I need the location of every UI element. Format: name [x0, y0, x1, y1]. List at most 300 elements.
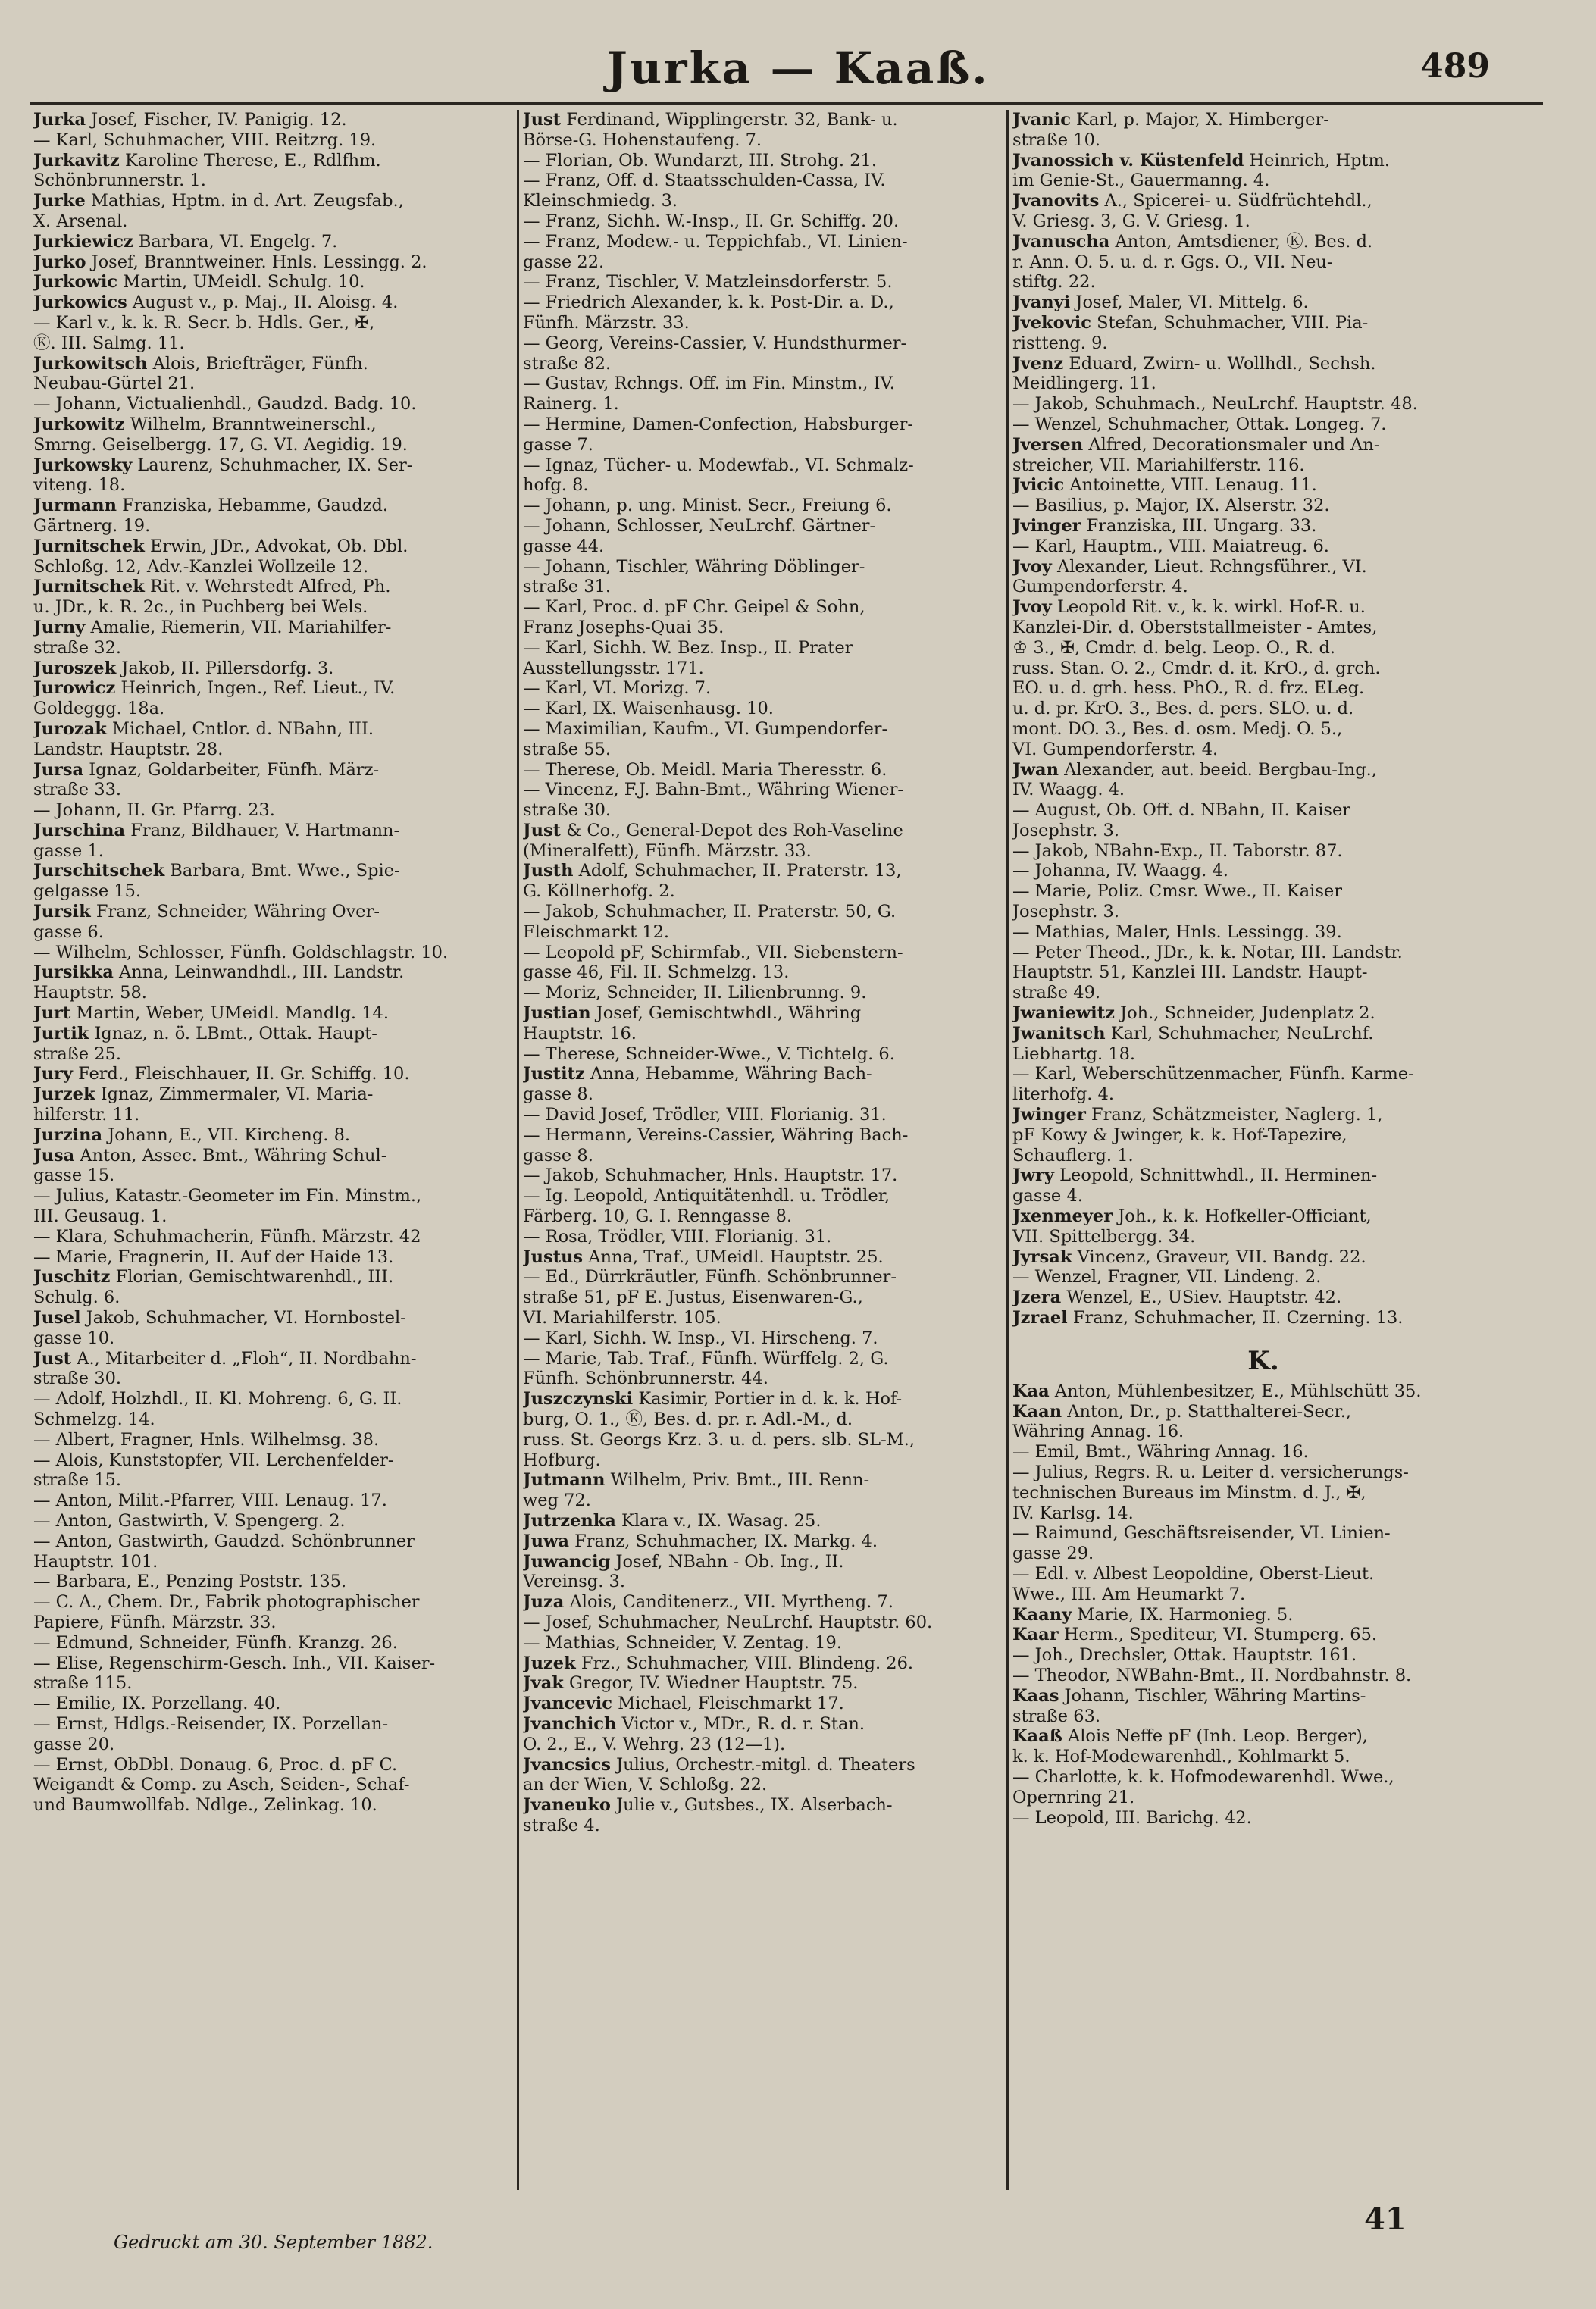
entry-surname: Jursikka — [33, 962, 114, 983]
entry-text: Ignaz, Zimmermaler, VI. Maria- — [95, 1084, 374, 1105]
directory-entry — [523, 1369, 1002, 1389]
entry-text: — Charlotte, k. k. Hofmodewarenhdl. Wwe., — [1012, 1766, 1394, 1787]
directory-entry — [523, 1267, 1002, 1287]
directory-entry — [33, 1267, 512, 1287]
directory-entry — [33, 1613, 512, 1633]
directory-entry — [1012, 272, 1514, 293]
entry-surname: Jvenz — [1012, 353, 1064, 374]
print-date: Gedruckt am 30. September 1882. — [114, 2232, 433, 2253]
entry-text: — Georg, Vereins-Cassier, V. Hundsthurmer- — [523, 333, 907, 353]
entry-surname: Jurkowsky — [33, 455, 133, 475]
entry-text: straße 4. — [523, 1815, 600, 1835]
entry-surname: Kaar — [1012, 1625, 1059, 1645]
entry-surname: Jurkowics — [33, 293, 127, 313]
entry-text: August v., p. Maj., II. Aloisg. 4. — [127, 293, 399, 313]
directory-entry — [1012, 415, 1514, 435]
entry-text: straße 82. — [523, 353, 612, 374]
directory-entry — [33, 415, 512, 435]
directory-entry — [33, 1125, 512, 1146]
directory-entry — [33, 1287, 512, 1308]
directory-entry — [1012, 1381, 1514, 1402]
directory-entry — [523, 415, 1002, 435]
directory-entry — [523, 1409, 1002, 1430]
entry-text: — Franz, Modew.- u. Teppichfab., VI. Linien- — [523, 231, 908, 252]
directory-entry — [33, 1064, 512, 1084]
entry-text: Währing Annag. 16. — [1012, 1422, 1184, 1442]
entry-surname: Jxenmeyer — [1012, 1206, 1113, 1227]
entry-surname: Jvanyi — [1012, 293, 1071, 313]
entry-text: X. Arsenal. — [33, 211, 128, 231]
entry-text: Julius, Orchestr.-mitgl. d. Theaters — [610, 1754, 915, 1775]
directory-entry — [1012, 1463, 1514, 1483]
directory-entry — [1012, 1747, 1514, 1767]
directory-entry — [1012, 719, 1514, 740]
entry-text: Josef, Maler, VI. Mittelg. 6. — [1070, 293, 1309, 313]
directory-entry — [1012, 1003, 1514, 1024]
directory-entry — [1012, 1767, 1514, 1788]
directory-entry — [1012, 1105, 1514, 1125]
entry-text: — Florian, Ob. Wundarzt, III. Strohg. 21. — [523, 150, 877, 171]
directory-entry — [1012, 881, 1514, 902]
entry-text: gasse 15. — [33, 1165, 115, 1186]
directory-entry — [1012, 1442, 1514, 1463]
entry-surname: Jvinger — [1012, 515, 1081, 536]
entry-text: Börse-G. Hohenstaufeng. 7. — [523, 130, 762, 150]
directory-entry — [1012, 435, 1514, 455]
entry-text: Ferd., Fleischhauer, II. Gr. Schiffg. 10. — [72, 1064, 410, 1084]
directory-entry — [1012, 475, 1514, 496]
entry-text: — Johann, p. ung. Minist. Secr., Freiung 6. — [523, 496, 892, 516]
entry-text: Joh., k. k. Hofkeller-Officiant, — [1113, 1206, 1372, 1227]
entry-surname: Jusa — [33, 1145, 75, 1165]
entry-text: Rit. v. Wehrstedt Alfred, Ph. — [144, 577, 391, 597]
entry-surname: Jutrzenka — [523, 1510, 616, 1531]
directory-entry — [33, 597, 512, 618]
entry-surname: Jurka — [33, 110, 86, 130]
entry-text: Liebhartg. 18. — [1012, 1043, 1136, 1064]
entry-text: — Anton, Milit.-Pfarrer, VIII. Lenaug. 17. — [33, 1491, 387, 1511]
directory-entry — [33, 1714, 512, 1735]
directory-entry — [523, 110, 1002, 130]
entry-text: Jakob, Schuhmacher, VI. Hornbostel- — [80, 1308, 406, 1328]
entry-surname: Kaan — [1012, 1401, 1062, 1422]
entry-text: Franz Josephs-Quai 35. — [523, 617, 724, 637]
entry-text: k. k. Hof-Modewarenhdl., Kohlmarkt 5. — [1012, 1747, 1350, 1767]
directory-entry — [33, 475, 512, 496]
entry-text: Jakob, II. Pillersdorfg. 3. — [116, 658, 334, 678]
directory-entry — [523, 1735, 1002, 1755]
entry-surname: Jwinger — [1012, 1105, 1086, 1125]
entry-text: — Karl v., k. k. R. Secr. b. Hdls. Ger., ✠, — [33, 312, 375, 333]
entry-text: — Rosa, Trödler, VIII. Florianig. 31. — [523, 1226, 832, 1247]
directory-entry — [33, 1470, 512, 1491]
directory-entry — [523, 1532, 1002, 1552]
entry-text: — Marie, Poliz. Cmsr. Wwe., II. Kaiser — [1012, 881, 1342, 902]
directory-entry — [33, 881, 512, 902]
directory-entry — [33, 678, 512, 699]
directory-entry — [523, 1450, 1002, 1471]
entry-surname: Jurkiewicz — [33, 231, 133, 252]
entry-text: — Johanna, IV. Waagg. 4. — [1012, 861, 1228, 881]
directory-entry — [523, 659, 1002, 679]
directory-entry — [1012, 1707, 1514, 1727]
entry-text: straße 55. — [523, 739, 612, 759]
entry-text: Gumpendorferstr. 4. — [1012, 577, 1188, 597]
directory-entry — [33, 577, 512, 597]
directory-entry — [523, 537, 1002, 557]
directory-entry — [523, 699, 1002, 719]
directory-entry — [523, 313, 1002, 333]
entry-text: — Josef, Schuhmacher, NeuLrchf. Hauptstr. 60. — [523, 1612, 933, 1632]
entry-text: Antoinette, VIII. Lenaug. 11. — [1064, 475, 1317, 496]
entry-text: Barbara, Bmt. Wwe., Spie- — [164, 861, 400, 881]
entry-text: — Anton, Gastwirth, Gaudzd. Schönbrunner — [33, 1531, 415, 1551]
entry-text: u. JDr., k. R. 2c., in Puchberg bei Wels. — [33, 597, 368, 618]
directory-entry — [523, 516, 1002, 537]
entry-text: — Marie, Tab. Traf., Fünfh. Würffelg. 2, G. — [523, 1348, 889, 1369]
entry-text: — Johann, Tischler, Währing Döblinger- — [523, 556, 865, 577]
entry-surname: Justitz — [523, 1064, 585, 1084]
entry-text: Fünfh. Märzstr. 33. — [523, 312, 690, 333]
entry-surname: Justus — [523, 1247, 584, 1267]
directory-entry — [523, 618, 1002, 638]
entry-text: Kleinschmiedg. 3. — [523, 191, 678, 211]
directory-entry — [523, 1511, 1002, 1532]
directory-entry — [33, 1328, 512, 1349]
entry-text: — Wenzel, Fragner, VII. Lindeng. 2. — [1012, 1267, 1322, 1287]
entry-text: Kanzlei-Dir. d. Oberststallmeister - Amtes, — [1012, 617, 1378, 637]
entry-text: Josef, NBahn - Ob. Ing., II. — [610, 1551, 844, 1572]
entry-text: — Karl, Proc. d. pF Chr. Geipel & Sohn, — [523, 597, 865, 618]
directory-entry — [1012, 1666, 1514, 1686]
directory-entry — [1012, 1044, 1514, 1065]
directory-entry — [523, 293, 1002, 313]
directory-entry — [33, 232, 512, 252]
entry-text: — C. A., Chem. Dr., Fabrik photographischer — [33, 1592, 420, 1613]
entry-text: Alfred, Decorationsmaler und An- — [1083, 434, 1380, 455]
directory-entry — [1012, 1625, 1514, 1645]
entry-surname: Jvancsics — [523, 1754, 611, 1775]
directory-entry — [523, 881, 1002, 902]
directory-entry — [1012, 455, 1514, 476]
entry-text: hilferstr. 11. — [33, 1105, 140, 1125]
directory-entry — [523, 1328, 1002, 1349]
entry-text: pF Kowy & Jwinger, k. k. Hof-Tapezire, — [1012, 1125, 1347, 1145]
entry-text: Franz, Schuhmacher, IX. Markg. 4. — [568, 1531, 878, 1551]
entry-text: straße 63. — [1012, 1706, 1101, 1726]
entry-text: straße 49. — [1012, 983, 1101, 1003]
entry-text: — Karl, Sichh. W. Insp., VI. Hirscheng. 7. — [523, 1328, 878, 1348]
entry-text: gasse 46, Fil. II. Schmelzg. 13. — [523, 962, 790, 983]
entry-text: Johann, E., VII. Kircheng. 8. — [102, 1125, 351, 1145]
directory-entry — [523, 1186, 1002, 1206]
entry-text: Wwe., III. Am Heumarkt 7. — [1012, 1584, 1246, 1604]
entry-text: VI. Mariahilferstr. 105. — [523, 1308, 721, 1328]
directory-entry — [523, 1755, 1002, 1776]
directory-entry — [1012, 1024, 1514, 1044]
column-divider — [517, 110, 519, 2190]
entry-text: Victor v., MDr., R. d. r. Stan. — [616, 1713, 865, 1734]
directory-entry — [33, 1552, 512, 1572]
directory-entry — [1012, 1186, 1514, 1206]
directory-entry — [523, 1044, 1002, 1065]
entry-surname: Juszczynski — [523, 1389, 634, 1409]
entry-text: straße 25. — [33, 1043, 122, 1064]
entry-surname: Jvanic — [1012, 110, 1071, 130]
entry-text: — Ignaz, Tücher- u. Modewfab., VI. Schmalz- — [523, 455, 914, 475]
entry-surname: Jvicic — [1012, 475, 1065, 496]
directory-entry — [33, 1024, 512, 1044]
entry-text: Joh., Schneider, Judenplatz 2. — [1114, 1003, 1375, 1024]
directory-entry — [523, 1430, 1002, 1450]
entry-text: Franziska, Hebamme, Gaudzd. — [116, 496, 389, 516]
directory-entry — [33, 1775, 512, 1795]
entry-surname: Jurnitschek — [33, 536, 145, 556]
directory-entry — [523, 1816, 1002, 1836]
entry-surname: Jurkowic — [33, 272, 118, 293]
entry-surname: Just — [523, 820, 562, 840]
entry-text: mont. DO. 3., Bes. d. osm. Medj. O. 5., — [1012, 718, 1343, 739]
entry-surname: Kaaß — [1012, 1726, 1062, 1747]
directory-entry — [33, 618, 512, 638]
directory-entry — [33, 1633, 512, 1654]
entry-text: — Karl, IX. Waisenhausg. 10. — [523, 699, 774, 719]
entry-text: Wilhelm, Branntweinerschl., — [124, 414, 377, 434]
entry-text: Karoline Therese, E., Rdlfhm. — [119, 150, 381, 171]
directory-entry — [523, 1572, 1002, 1592]
directory-entry — [33, 496, 512, 516]
directory-entry — [1012, 962, 1514, 983]
entry-text: literhofg. 4. — [1012, 1084, 1115, 1105]
directory-entry — [33, 983, 512, 1003]
directory-entry — [33, 1003, 512, 1024]
entry-text: Anna, Hebamme, Währing Bach- — [584, 1064, 872, 1084]
entry-surname: Juzek — [523, 1653, 576, 1673]
directory-entry — [523, 1247, 1002, 1268]
entry-surname: Jvanchich — [523, 1713, 617, 1734]
directory-entry — [33, 1491, 512, 1511]
entry-text: — Joh., Drechsler, Ottak. Hauptstr. 161. — [1012, 1645, 1357, 1666]
directory-entry — [1012, 1064, 1514, 1084]
directory-entry — [33, 211, 512, 232]
directory-entry — [33, 1044, 512, 1065]
directory-entry — [33, 1673, 512, 1694]
entry-text: IV. Waagg. 4. — [1012, 780, 1125, 800]
entry-surname: Jurschina — [33, 820, 126, 840]
directory-entry — [523, 1389, 1002, 1409]
directory-entry — [523, 1064, 1002, 1084]
entry-surname: Juza — [523, 1592, 565, 1613]
entry-text: Schauflerg. 1. — [1012, 1145, 1134, 1165]
directory-entry — [1012, 740, 1514, 760]
directory-entry — [523, 151, 1002, 171]
entry-text: Rainerg. 1. — [523, 394, 619, 415]
directory-entry — [33, 333, 512, 354]
entry-text: Michael, Fleischmarkt 17. — [612, 1694, 844, 1714]
entry-text: straße 115. — [33, 1673, 133, 1694]
directory-entry — [1012, 516, 1514, 537]
entry-text: Eduard, Zwirn- u. Wollhdl., Sechsh. — [1063, 353, 1376, 374]
entry-text: Martin, UMeidl. Schulg. 10. — [117, 272, 365, 293]
directory-entry — [33, 1084, 512, 1105]
entry-text: Anton, Amtsdiener, Ⓚ. Bes. d. — [1109, 231, 1373, 252]
entry-text: russ. Stan. O. 2., Cmdr. d. it. KrO., d. grch. — [1012, 658, 1381, 678]
entry-text: Johann, Tischler, Währing Martins- — [1059, 1685, 1366, 1706]
entry-text: gelgasse 15. — [33, 881, 142, 902]
directory-entry — [523, 1125, 1002, 1146]
directory-entry — [1012, 1726, 1514, 1747]
directory-entry — [33, 1105, 512, 1125]
directory-entry — [33, 659, 512, 679]
directory-entry — [1012, 354, 1514, 374]
entry-text: VI. Gumpendorferstr. 4. — [1012, 739, 1219, 759]
entry-text: — Karl, Hauptm., VIII. Maiatreug. 6. — [1012, 536, 1329, 556]
entry-text: — Franz, Off. d. Staatsschulden-Cassa, IV. — [523, 171, 886, 191]
entry-text: — Klara, Schuhmacherin, Fünfh. Märzstr. 42 — [33, 1226, 421, 1247]
directory-entry — [33, 1165, 512, 1186]
directory-entry — [523, 1795, 1002, 1816]
entry-text: — Theodor, NWBahn-Bmt., II. Nordbahnstr. 8. — [1012, 1665, 1412, 1685]
entry-text: III. Geusaug. 1. — [33, 1206, 167, 1227]
entry-text: r. Ann. O. 5. u. d. r. Ggs. O., VII. Neu- — [1012, 252, 1333, 272]
directory-entry — [33, 962, 512, 983]
entry-text: — Emilie, IX. Porzellang. 40. — [33, 1694, 281, 1714]
entry-text: Smrng. Geiselbergg. 17, G. VI. Aegidig. 19. — [33, 434, 408, 455]
directory-entry — [523, 191, 1002, 211]
entry-text: im Genie-St., Gauermanng. 4. — [1012, 171, 1270, 191]
entry-text: (Mineralfett), Fünfh. Märzstr. 33. — [523, 840, 812, 861]
directory-entry — [1012, 902, 1514, 922]
entry-text: — Hermine, Damen-Confection, Habsburger- — [523, 414, 913, 434]
entry-text: V. Griesg. 3, G. V. Griesg. 1. — [1012, 211, 1250, 231]
entry-text: Franz, Schneider, Währing Over- — [90, 902, 380, 922]
entry-text: Laurenz, Schuhmacher, IX. Ser- — [132, 455, 413, 475]
directory-entry — [523, 821, 1002, 841]
entry-text: Amalie, Riemerin, VII. Mariahilfer- — [85, 617, 392, 637]
entry-text: Leopold Rit. v., k. k. wirkl. Hof-R. u. — [1051, 597, 1366, 618]
directory-entry — [1012, 211, 1514, 232]
directory-entry — [1012, 1165, 1514, 1186]
directory-entry — [1012, 557, 1514, 577]
directory-entry — [1012, 1788, 1514, 1808]
entry-surname: Jurkavitz — [33, 150, 120, 171]
directory-entry — [1012, 1544, 1514, 1564]
entry-surname: Just — [33, 1348, 72, 1369]
directory-entry — [1012, 659, 1514, 679]
entry-text: — Ernst, Hdlgs.-Reisender, IX. Porzellan- — [33, 1713, 389, 1734]
directory-entry — [1012, 252, 1514, 273]
directory-entry — [1012, 394, 1514, 415]
directory-entry — [33, 252, 512, 273]
directory-entry — [1012, 1605, 1514, 1625]
entry-text: Franziska, III. Ungarg. 33. — [1081, 515, 1317, 536]
entry-text: Schönbrunnerstr. 1. — [33, 171, 206, 191]
directory-entry — [523, 943, 1002, 963]
entry-text: gasse 6. — [33, 921, 104, 942]
directory-entry — [33, 1430, 512, 1450]
directory-entry — [33, 1795, 512, 1816]
directory-entry — [33, 1572, 512, 1592]
directory-entry — [523, 1613, 1002, 1633]
directory-entry — [523, 577, 1002, 597]
entry-text: Gärtnerg. 19. — [33, 515, 151, 536]
entry-text: Schmelzg. 14. — [33, 1409, 155, 1429]
entry-text: straße 30. — [523, 800, 612, 821]
entry-text: Weigandt & Comp. zu Asch, Seiden-, Schaf- — [33, 1775, 410, 1795]
directory-entry — [1012, 983, 1514, 1003]
entry-text: Josef, Branntweiner. Hnls. Lessingg. 2. — [86, 252, 427, 272]
entry-text: an der Wien, V. Schloßg. 22. — [523, 1775, 768, 1795]
entry-surname: Juwancig — [523, 1551, 611, 1572]
entry-text: Ignaz, n. ö. LBmt., Ottak. Haupt- — [89, 1023, 377, 1043]
directory-entry — [1012, 1206, 1514, 1227]
directory-entry — [1012, 638, 1514, 659]
directory-entry — [1012, 191, 1514, 211]
entry-text: Alois Neffe pF (Inh. Leop. Berger), — [1062, 1726, 1368, 1747]
entry-text: — Hermann, Vereins-Cassier, Währing Bach- — [523, 1125, 909, 1145]
entry-text: Karl, Schuhmacher, NeuLrchf. — [1105, 1023, 1374, 1043]
entry-text: technischen Bureaus im Minstm. d. J., ✠, — [1012, 1482, 1366, 1503]
directory-entry — [523, 1552, 1002, 1572]
entry-text: — Ernst, ObDbl. Donaug. 6, Proc. d. pF C. — [33, 1754, 398, 1775]
entry-text: Alexander, Lieut. Rchngsführer., VI. — [1051, 556, 1367, 577]
entry-surname: Jurt — [33, 1003, 71, 1024]
entry-text: Landstr. Hauptstr. 28. — [33, 739, 224, 759]
directory-entry — [1012, 800, 1514, 821]
directory-entry — [1012, 780, 1514, 800]
entry-text: Wilhelm, Priv. Bmt., III. Renn- — [605, 1470, 870, 1491]
entry-text: Franz, Bildhauer, V. Hartmann- — [125, 820, 400, 840]
entry-text: Papiere, Fünfh. Märzstr. 33. — [33, 1612, 277, 1632]
entry-text: ♔ 3., ✠, Cmdr. d. belg. Leop. O., R. d. — [1012, 637, 1336, 658]
entry-text: u. d. pr. KrO. 3., Bes. d. pers. SLO. u. d. — [1012, 699, 1354, 719]
directory-entry — [1012, 1422, 1514, 1442]
entry-text: Ferdinand, Wipplingerstr. 32, Bank- u. — [561, 110, 898, 130]
entry-text: Meidlingerg. 11. — [1012, 374, 1156, 394]
entry-text: — Julius, Regrs. R. u. Leiter d. versicherungs- — [1012, 1463, 1409, 1482]
directory-entry — [1012, 537, 1514, 557]
directory-entry — [1012, 1523, 1514, 1544]
directory-entry — [1012, 1146, 1514, 1166]
directory-entry — [33, 1450, 512, 1471]
directory-entry — [33, 394, 512, 415]
directory-entry — [523, 1491, 1002, 1511]
directory-entry — [523, 1349, 1002, 1369]
entry-text: Anna, Leinwandhdl., III. Landstr. — [113, 962, 405, 983]
directory-entry — [1012, 699, 1514, 719]
entry-surname: Jurko — [33, 252, 86, 272]
directory-entry — [1012, 171, 1514, 191]
entry-text: Schloßg. 12, Adv.-Kanzlei Wollzeile 12. — [33, 556, 369, 577]
entry-text: — Albert, Fragner, Hnls. Wilhelmsg. 38. — [33, 1429, 380, 1450]
directory-entry — [1012, 618, 1514, 638]
directory-entry — [523, 1287, 1002, 1308]
directory-entry — [1012, 293, 1514, 313]
directory-entry — [523, 475, 1002, 496]
directory-entry — [33, 1247, 512, 1268]
entry-surname: Jurozak — [33, 718, 107, 739]
directory-entry — [1012, 1645, 1514, 1666]
entry-text: — Therese, Schneider-Wwe., V. Tichtelg. 6. — [523, 1043, 895, 1064]
directory-entry — [1012, 374, 1514, 394]
entry-text: Hauptstr. 16. — [523, 1023, 637, 1043]
entry-text: Goldeggg. 18a. — [33, 699, 165, 719]
entry-text: Färberg. 10, G. I. Renngasse 8. — [523, 1206, 793, 1227]
directory-entry — [33, 171, 512, 191]
entry-text: gasse 29. — [1012, 1544, 1094, 1564]
directory-entry — [33, 1227, 512, 1247]
entry-text: — Moriz, Schneider, II. Lilienbrunng. 9. — [523, 983, 867, 1003]
